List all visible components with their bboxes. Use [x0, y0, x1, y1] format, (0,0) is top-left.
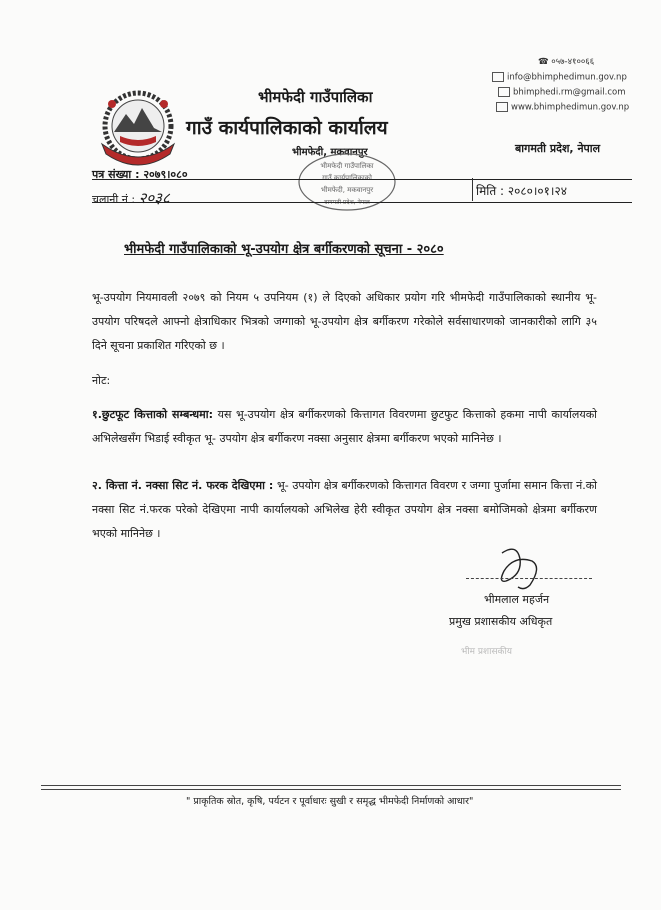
notes-label: नोट:: [92, 374, 111, 387]
note-1-text: यस भू-उपयोग क्षेत्र बर्गीकरणको कित्तागत विवरणमा छुटफुट कित्ताको हकमा नापी कार्यालयको अभिलेखसँग भिडाई स्वीकृत भू- उपयोग क्षेत्र बर्गीकरण नक्सा अनुसार क्षेत्रमा बर्गीकरण भएको मानिनेछ ।: [92, 408, 598, 445]
stamp-line-1: भीमफेदी गाउँपालिका: [320, 162, 374, 170]
footer-rule-top: [41, 785, 621, 786]
footer-motto: " प्राकृतिक स्रोत, कृषि, पर्यटन र पूर्वाधारः सुखी र समृद्ध भीमफेदी निर्माणको आधार": [186, 796, 474, 807]
mail-icon: [498, 87, 510, 97]
signature-line: [466, 578, 592, 579]
footer-rule-bottom: [41, 789, 621, 790]
dispatch-number: [92, 188, 170, 208]
letter-number-value: २०७९।०८०: [143, 168, 188, 181]
office-address: भीमफेदी, मकवानपुर: [292, 147, 368, 158]
header-rule: [92, 179, 632, 180]
signatory-title: प्रमुख प्रशासकीय अधिकृत: [449, 615, 553, 628]
note-2: [92, 474, 597, 546]
note-1: [92, 403, 597, 451]
office-stamp-icon: [292, 150, 402, 214]
subject-line: भीमफेदी गाउँपालिकाको भू-उपयोग क्षेत्र बर्गीकरणको सूचना - २०८०: [124, 242, 444, 257]
stamp-line-2: गाउँ कार्यपालिकाको: [322, 174, 372, 182]
globe-icon: [496, 102, 508, 112]
note-2-heading: २. कित्ता नं. नक्सा सिट नं. फरक देखिएमा :: [92, 479, 274, 492]
province-label: बागमती प्रदेश, नेपाल: [515, 142, 601, 155]
reference-rule: [92, 202, 632, 203]
email-2[interactable]: bhimphedi.rm@gmail.com: [513, 87, 626, 98]
mail-icon: [492, 72, 504, 82]
nepal-emblem-icon: [92, 84, 184, 168]
email-contact-1: [492, 72, 627, 83]
date-label: मिति :: [476, 184, 505, 198]
email-1[interactable]: info@bhimphedimun.gov.np: [507, 72, 627, 83]
note-1-heading: १.छुटफूट कित्ताको सम्बन्धमा:: [92, 408, 213, 421]
stamp-line-4: बागमती प्रदेश, नेपाल: [324, 199, 370, 206]
signatory-name: भीमलाल महर्जन: [484, 593, 550, 606]
dispatch-label: चलानी नं :: [92, 193, 136, 206]
date-divider: [472, 178, 473, 201]
website-contact: [496, 102, 629, 113]
email-contact-2: [498, 87, 625, 98]
main-paragraph: भू-उपयोग नियमावली २०७९ को नियम ५ उपनियम (१) ले दिएको अधिकार प्रयोग गरि भीमफेदी गाउँपालिकाको स्थानीय भू-उपयोग परिषदले आफ्नो क्षेत्राधिकार भित्रको जग्गाको भू-उपयोग क्षेत्र बर्गीकरण गरेकोले सर्वसाधारणको जानकारीको लागि ३५ दिने सूचना प्रकाशित गरिएको छ ।: [92, 291, 597, 352]
phone-number: ०५७-४१००६६: [551, 57, 595, 67]
dispatch-value: २०३८: [138, 189, 170, 207]
website-link[interactable]: www.bhimphedimun.gov.np: [511, 102, 630, 113]
phone-contact: [538, 56, 594, 67]
faint-stamp: भीम प्रशासकीय: [461, 647, 513, 657]
note-2-text: भू- उपयोग क्षेत्र बर्गीकरणको कित्तागत विवरण र जग्गा पुर्जामा समान कित्ता नं.को नक्सा सिट नं.फरक परेको देखिएमा नापी कार्यालयको अभिलेख हेरी स्वीकृत उपयोग क्षेत्र नक्सा बमोजिमको क्षेत्रमा बर्गीकरण भएको मानिनेछ ।: [92, 479, 597, 540]
date-value: २०८०।०१।२४: [507, 184, 567, 198]
office-name: गाउँ कार्यपालिकाको कार्यालय: [186, 117, 388, 139]
signature-icon: [492, 541, 547, 596]
letter-date: [476, 182, 567, 199]
stamp-line-3: भीमफेदी, मकवानपुर: [320, 186, 374, 194]
phone-icon: ☎: [538, 57, 552, 67]
letter-number-label: पत्र संख्या :: [92, 168, 140, 181]
org-name: भीमफेदी गाउँपालिका: [258, 88, 373, 106]
